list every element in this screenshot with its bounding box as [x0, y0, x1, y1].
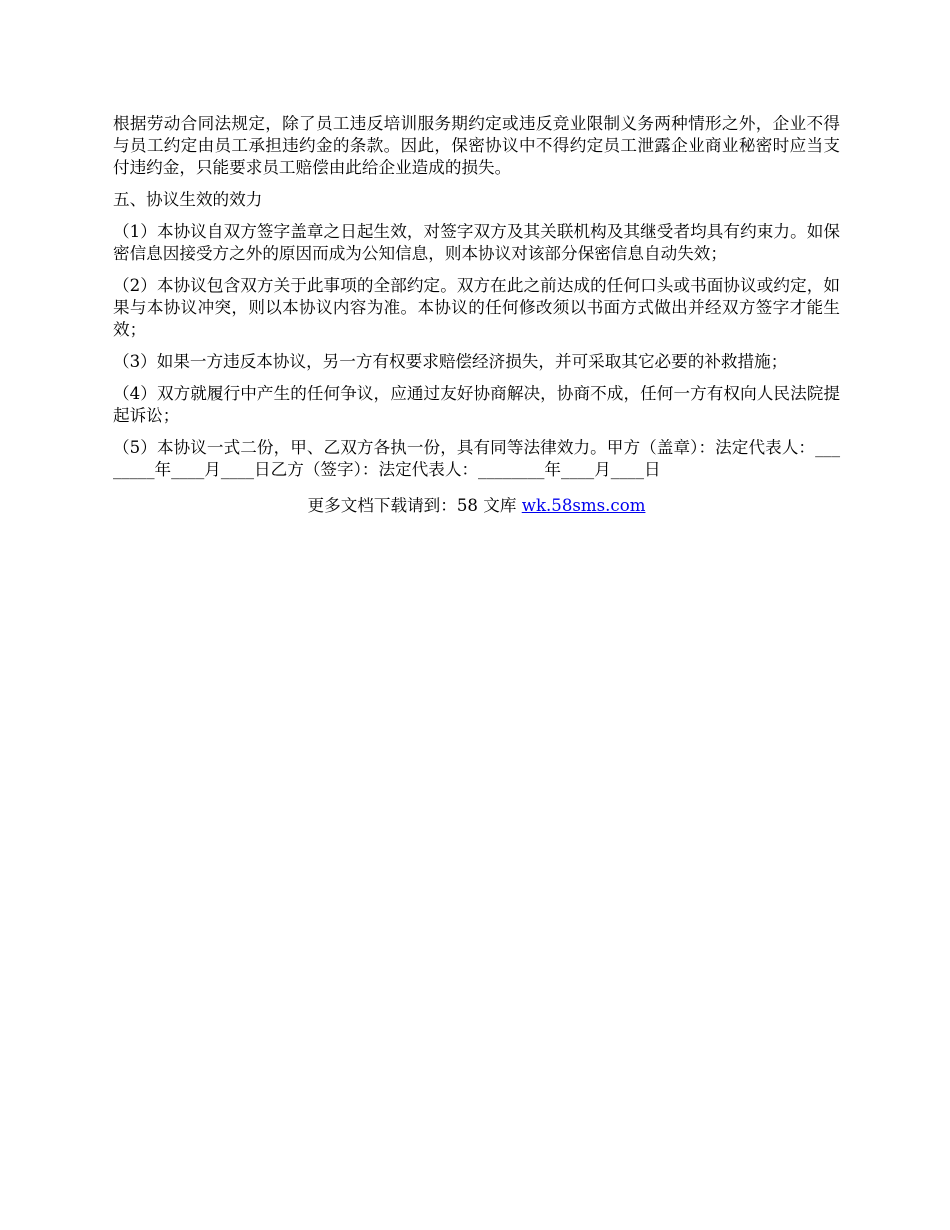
download-footer: [113, 495, 840, 517]
section-heading-effect: 五、协议生效的效力: [113, 190, 263, 209]
clause-5-signatures: （5）本协议一式二份，甲、乙双方各执一份，具有同等法律效力。甲方（盖章）：法定代表人：________年____月____日乙方（签字）：法定代表人：________年____月____日: [113, 438, 840, 479]
footer-text: 更多文档下载请到：58 文库: [307, 496, 522, 515]
clause-4: （4）双方就履行中产生的任何争议，应通过友好协商解决，协商不成，任何一方有权向人民法院提起诉讼；: [113, 384, 840, 425]
clause-3: （3）如果一方违反本协议，另一方有权要求赔偿经济损失，并可采取其它必要的补救措施；: [113, 352, 788, 371]
document-page: [113, 113, 840, 517]
paragraph-penalty-clause: 根据劳动合同法规定，除了员工违反培训服务期约定或违反竞业限制义务两种情形之外，企业不得与员工约定由员工承担违约金的条款。因此，保密协议中不得约定员工泄露企业商业秘密时应当支付违约金，只能要求员工赔偿由此给企业造成的损失。: [113, 114, 840, 177]
clause-1: （1）本协议自双方签字盖章之日起生效，对签字双方及其关联机构及其继受者均具有约束力。如保密信息因接受方之外的原因而成为公知信息，则本协议对该部分保密信息自动失效；: [113, 222, 840, 263]
footer-link[interactable]: wk.58sms.com: [521, 496, 646, 515]
clause-2: （2）本协议包含双方关于此事项的全部约定。双方在此之前达成的任何口头或书面协议或约定，如果与本协议冲突，则以本协议内容为准。本协议的任何修改须以书面方式做出并经双方签字才能生效；: [113, 276, 840, 339]
